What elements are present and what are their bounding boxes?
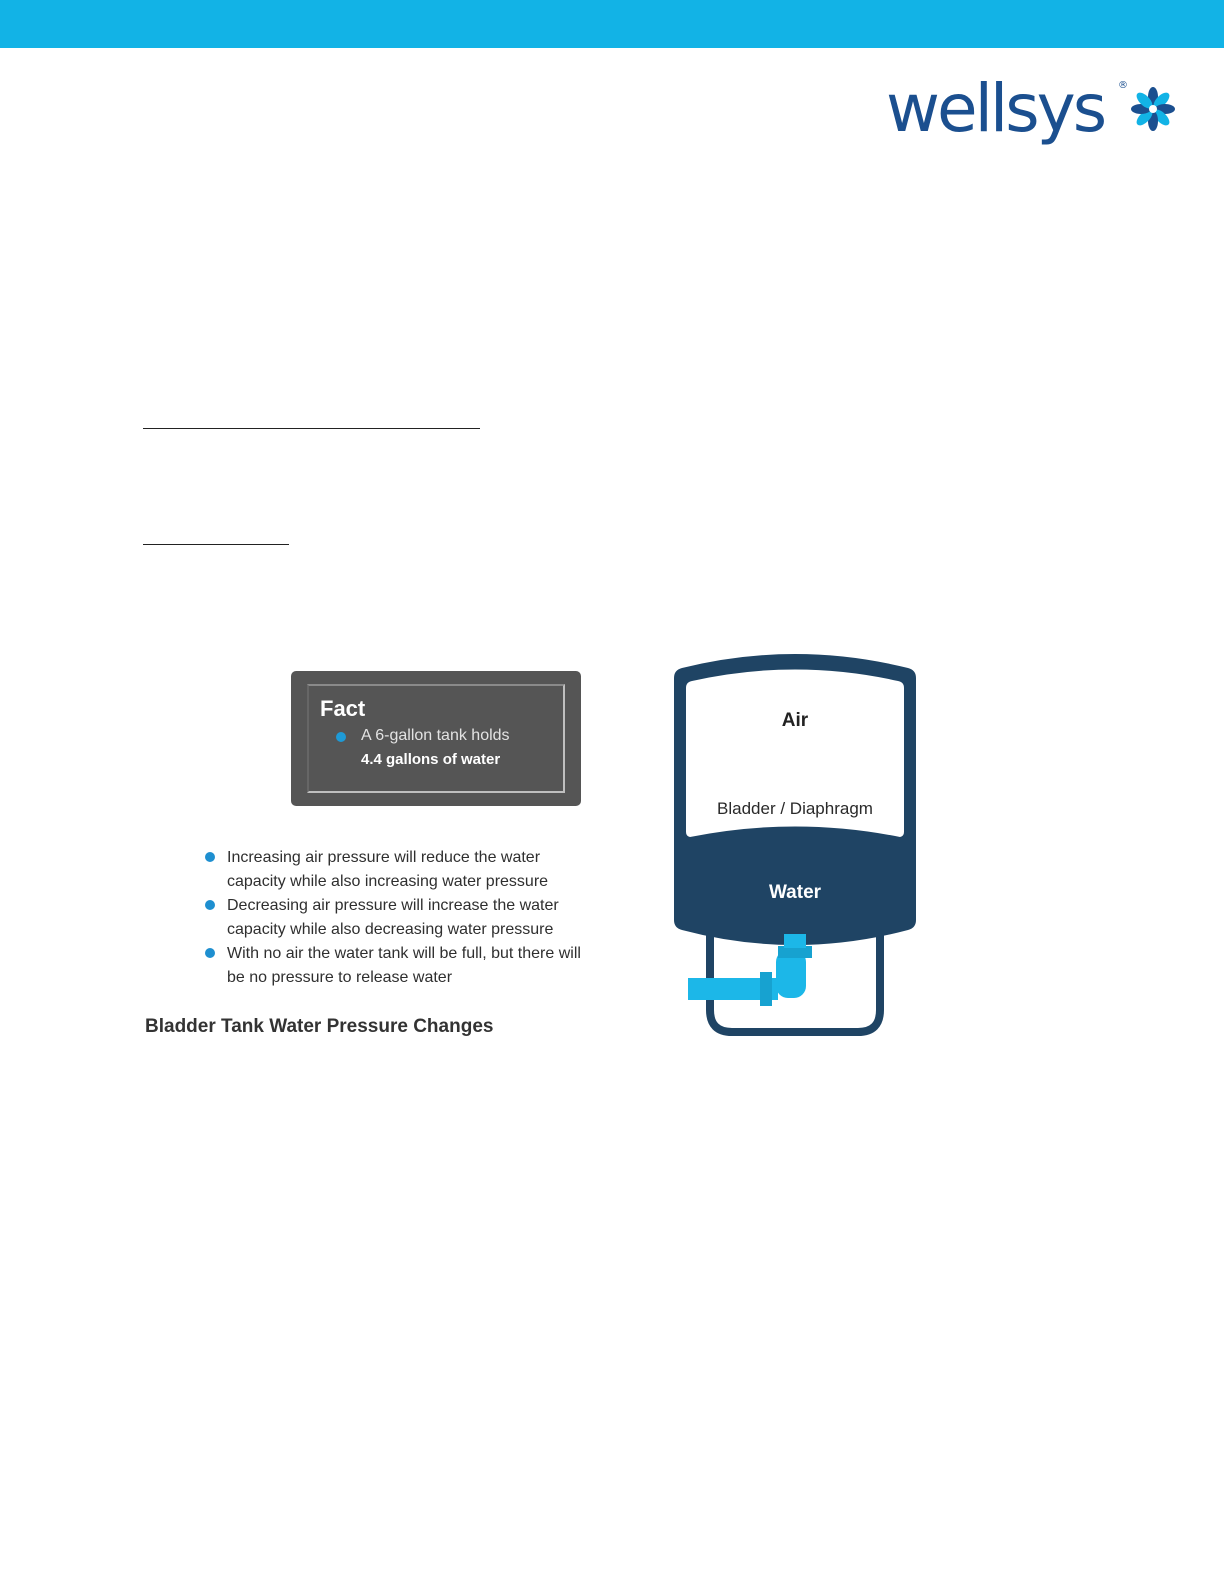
bullet-dot (205, 900, 215, 910)
bullet-dot (205, 852, 215, 862)
water-label: Water (768, 882, 822, 903)
fact-box (291, 671, 581, 806)
registered-mark: ® (1118, 80, 1128, 91)
logo-wordmark: wellsys (886, 70, 1105, 147)
bullet-text: With no air the water tank will be full, but there will be no pressure to release water (227, 945, 581, 986)
heading-underline-1 (143, 428, 480, 429)
bullet-text: Decreasing air pressure will increase the water capacity while also decreasing water pressure (227, 897, 559, 938)
fact-bullet-dot (336, 732, 346, 742)
heading-underline-2 (143, 544, 289, 545)
pinwheel-flower-icon (1128, 84, 1178, 134)
bullet-dot (205, 948, 215, 958)
pressure-bullet-list (203, 846, 603, 990)
wellsys-logo (886, 66, 1186, 158)
bullet-item (203, 894, 603, 942)
pipe-coupling (760, 972, 772, 1006)
bullet-item (203, 846, 603, 894)
bladder-tank-diagram (672, 650, 918, 1040)
bullet-item (203, 942, 603, 990)
fact-line-1: A 6-gallon tank holds (361, 727, 510, 744)
air-label: Air (781, 710, 809, 731)
figure-caption: Bladder Tank Water Pressure Changes (145, 1016, 494, 1037)
fact-title: Fact (320, 696, 366, 721)
header-bar (0, 0, 1224, 48)
bladder-label: Bladder / Diaphragm (717, 799, 873, 818)
fact-line-2: 4.4 gallons of water (361, 751, 501, 768)
bullet-text: Increasing air pressure will reduce the water capacity while also increasing water pressure (227, 849, 549, 890)
pipe-neck (784, 934, 806, 948)
